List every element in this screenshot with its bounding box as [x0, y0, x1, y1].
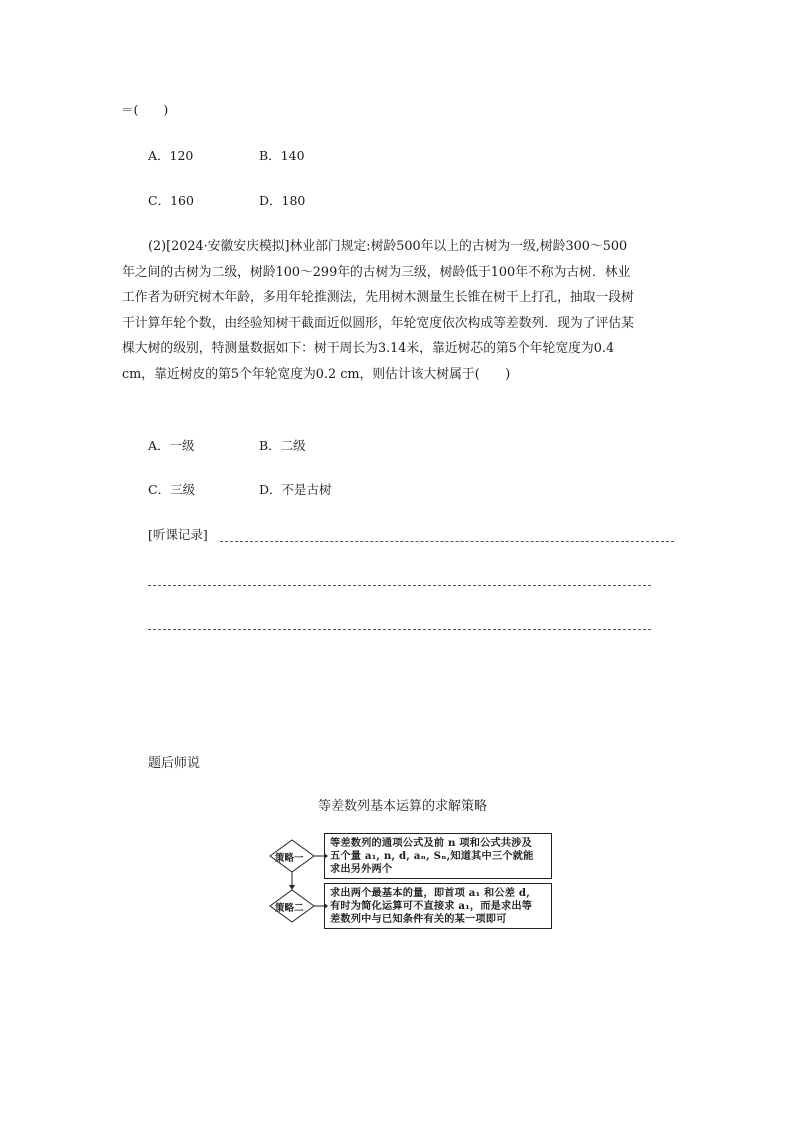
q1-option-d[interactable]: D．180 — [259, 193, 306, 208]
q2-line-4: 干计算年轮个数，由经验知树干截面近似圆形，年轮宽度依次构成等差数列．现为了评估某 — [122, 315, 634, 331]
strategy-2-line-1: 求出两个最基本的量，即首项 a₁ 和公差 d, — [330, 887, 530, 899]
q2-line-3: 工作者为研究树木年龄，多用年轮推测法，先用树木测量生长锥在树干上打孔，抽取一段树 — [122, 290, 634, 305]
q2-option-a[interactable]: A．一级 — [148, 438, 195, 453]
q2-line-2: 年之间的古树为二级，树龄100～299年的古树为三级，树龄低于100年不称为古树．林业 — [122, 264, 631, 280]
down-arrow-head-icon — [289, 885, 295, 890]
strategy-2-line-2: 有时为简化运算可不直接求 a₁，而是求出等 — [330, 900, 533, 912]
strategy-1-label: 策略一 — [275, 853, 304, 864]
section-heading: 题后师说 — [148, 756, 201, 771]
strategy-1-box — [324, 833, 552, 879]
notes-line-2[interactable] — [148, 585, 651, 586]
q2-option-c[interactable]: C．三级 — [148, 482, 196, 497]
q2-option-b[interactable]: B．二级 — [259, 438, 306, 453]
q1-option-a[interactable]: A．120 — [148, 148, 194, 163]
strategy-1-line-3: 求出另外两个 — [330, 863, 393, 875]
notes-line-3[interactable] — [148, 629, 651, 630]
q2-line-6: cm，靠近树皮的第5个年轮宽度为0.2 cm，则估计该大树属于( ) — [122, 366, 511, 382]
strategy-2-label: 策略二 — [275, 903, 304, 914]
q2-line-1: (2)[2024·安徽安庆模拟]林业部门规定:树龄500年以上的古树为一级,树龄300～500 — [148, 239, 628, 254]
strategy-2-line-3: 差数列中与已知条件有关的某一项即可 — [330, 913, 507, 925]
q1-option-c[interactable]: C．160 — [148, 193, 194, 208]
strategy-1-line-1: 等差数列的通项公式及前 n 项和公式共涉及 — [330, 837, 533, 849]
q1-option-b[interactable]: B．140 — [259, 148, 305, 163]
q2-option-d[interactable]: D．不是古树 — [259, 482, 332, 497]
q2-question-text — [122, 234, 676, 387]
notes-label: [听课记录] — [148, 527, 208, 542]
answer-blank-line: ＝( ) — [121, 102, 169, 117]
q2-line-5: 棵大树的级别，特测量数据如下：树干周长为3.14米，靠近树芯的第5个年轮宽度为0.4 — [122, 341, 615, 356]
strategy-2-box — [324, 883, 552, 929]
notes-line-1[interactable] — [220, 541, 674, 542]
strategy-1-line-2: 五个量 a₁, n, d, aₙ, Sₙ,知道其中三个就能 — [330, 850, 534, 862]
diagram-title: 等差数列基本运算的求解策略 — [318, 799, 488, 814]
